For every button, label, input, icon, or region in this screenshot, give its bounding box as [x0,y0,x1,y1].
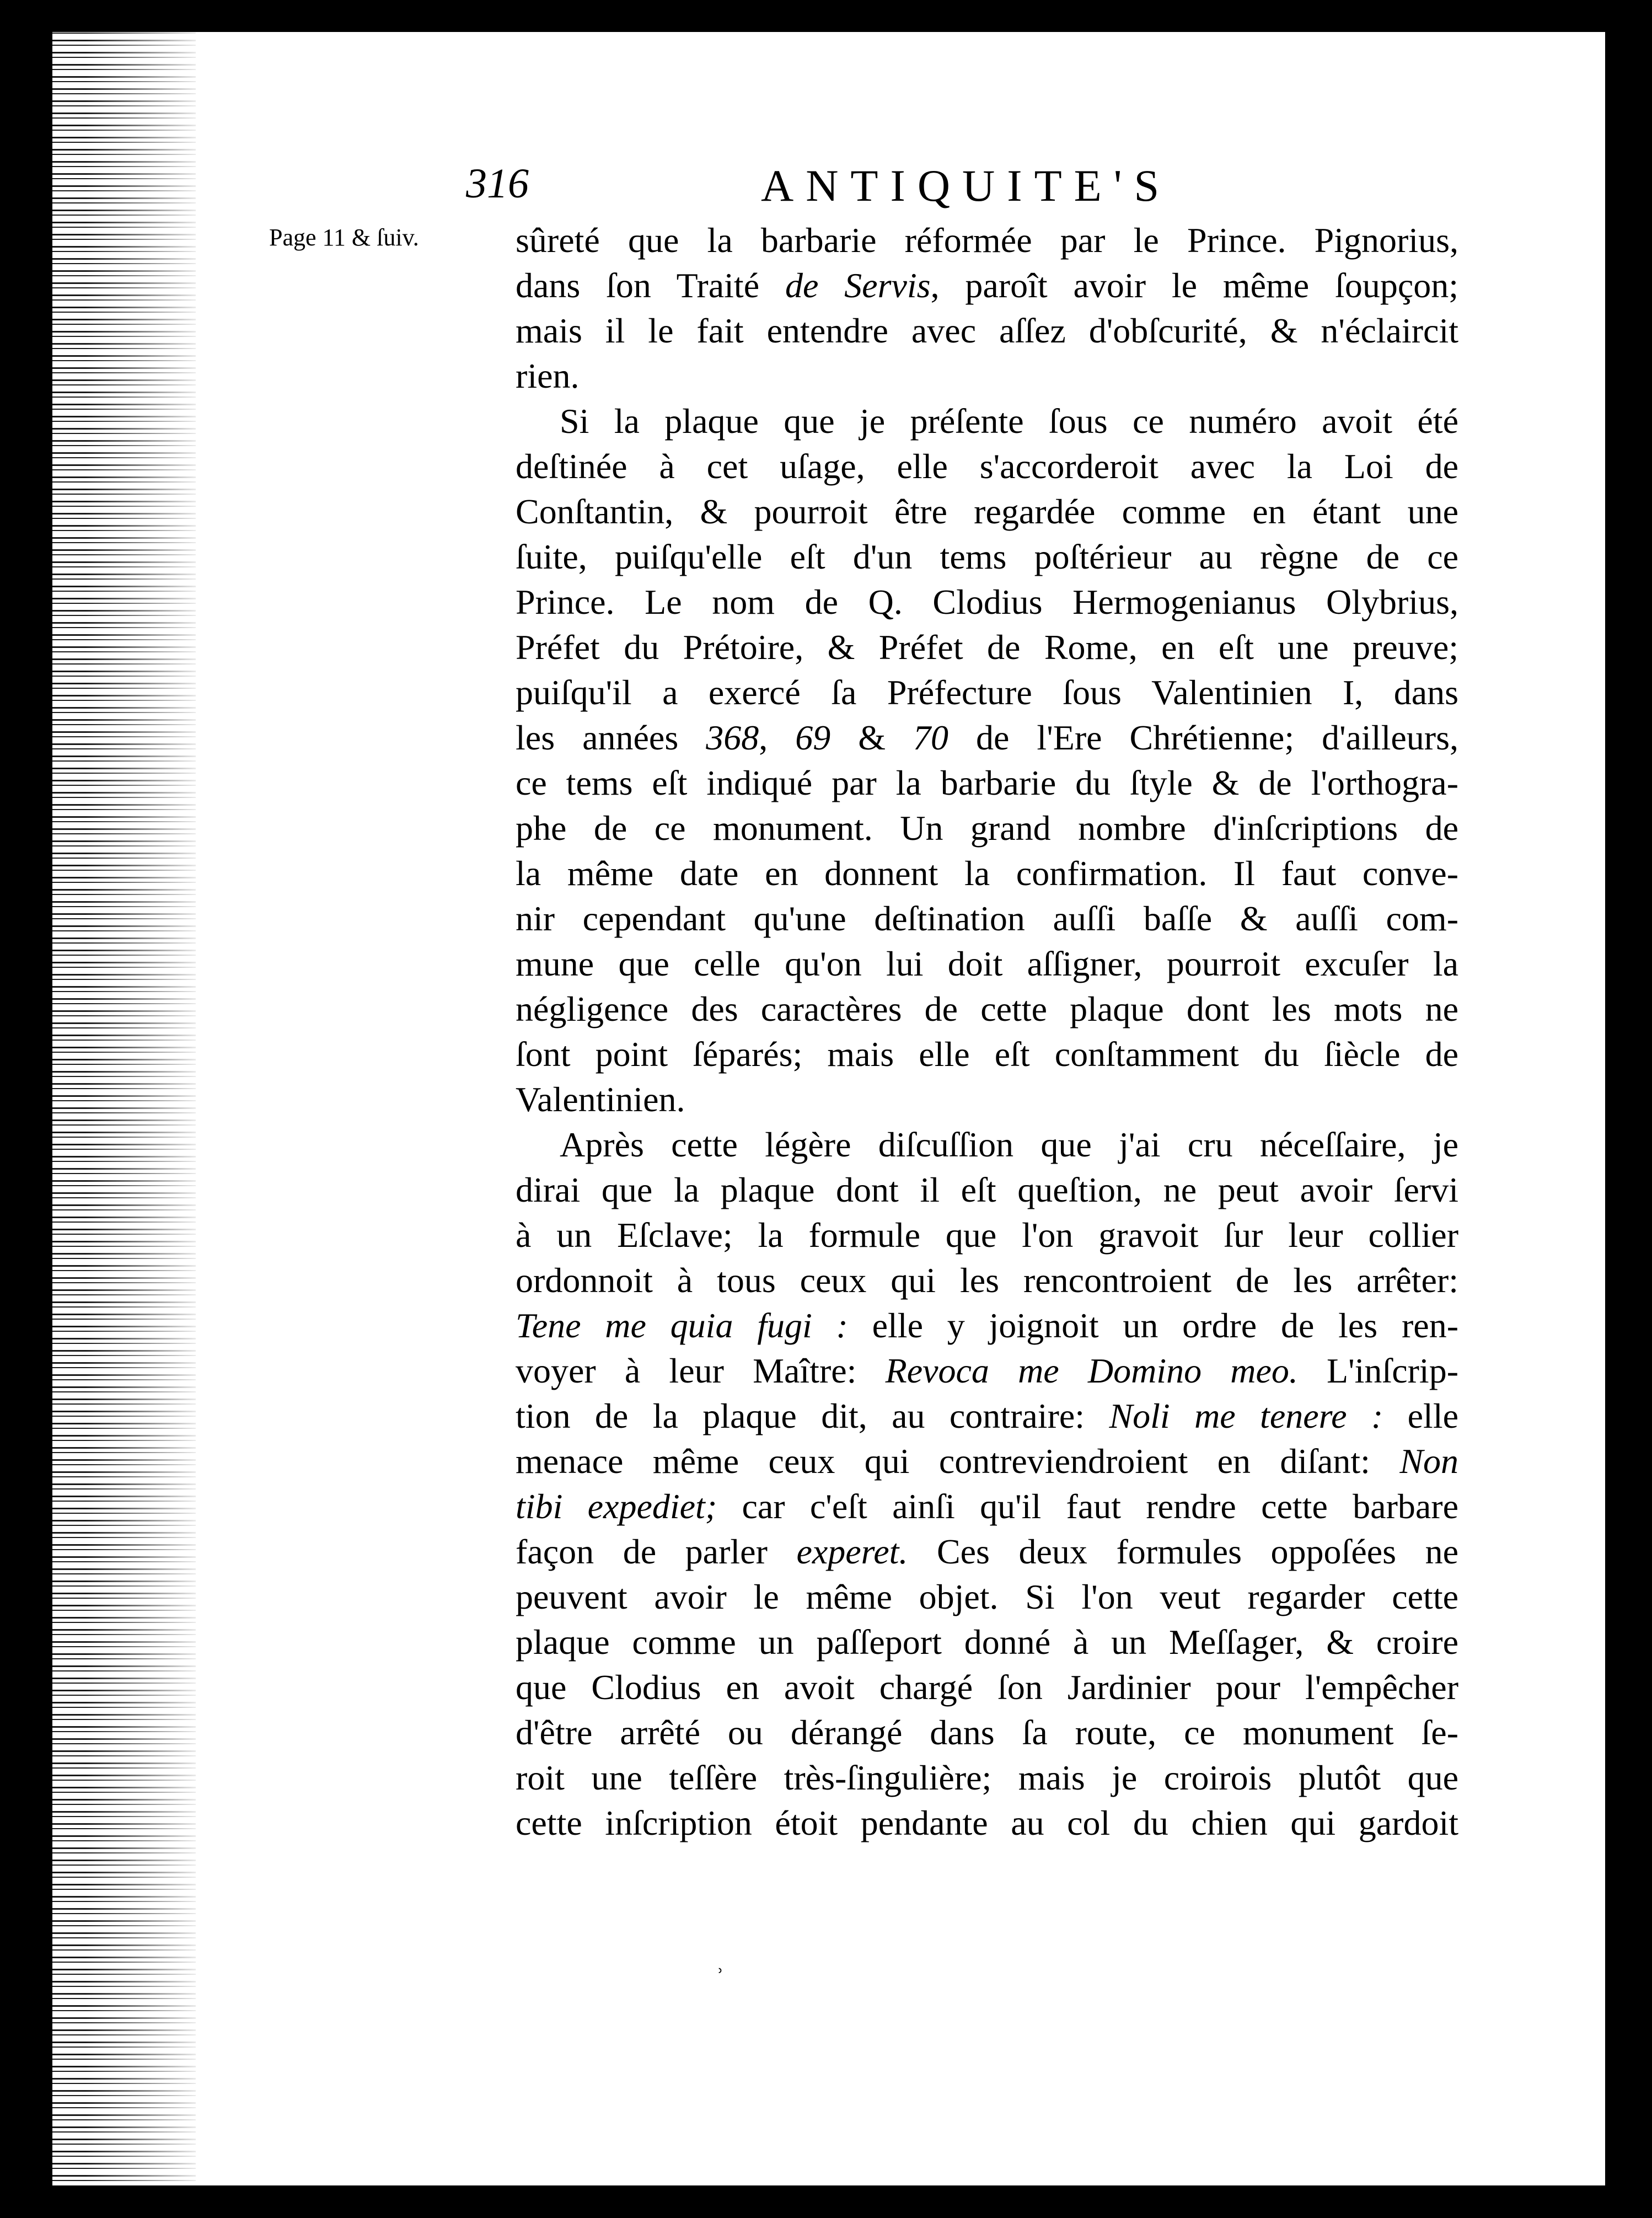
text-line: rien. [516,356,580,395]
page-number: 316 [466,160,529,207]
text-line: cette inſcription étoit pendante au col du chien qui gardoit [516,1803,1458,1842]
running-head: ANTIQUITE'S [761,160,1172,211]
text-line: Prince. Le nom de Q. Clodius Hermogenianus Olybrius, [516,582,1458,622]
body-text [516,218,1458,1846]
text-line: tibi expediet; car c'eſt ainſi qu'il faut rendre cette barbare [516,1487,1459,1526]
text-line: roit une teſſère très-ſingulière; mais je croirois plutôt que [516,1758,1458,1797]
text-line: Si la plaque que je préſente ſous ce numéro avoit été [560,401,1458,441]
text-line: peuvent avoir le même objet. Si l'on veut regarder cette [516,1577,1458,1616]
text-line: dans ſon Traité de Servis, paroît avoir le même ſoupçon; [516,266,1459,305]
text-line: Valentinien. [516,1080,685,1119]
bottom-border [52,2185,1613,2192]
text-line: ſont point ſéparés; mais elle eſt conſtamment du ſiècle de [516,1035,1458,1074]
binding-fade [85,28,207,2192]
text-line: plaque comme un paſſeport donné à un Meſſager, & croire [516,1622,1458,1662]
text-line: voyer à leur Maître: Revoca me Domino meo. L'inſcrip- [516,1351,1459,1390]
text-line: mune que celle qu'on lui doit aſſigner, pourroit excuſer la [516,944,1458,983]
text-line: ce tems eſt indiqué par la barbarie du ſtyle & de l'orthogra- [516,763,1458,802]
text-line: tion de la plaque dit, au contraire: Noli me tenere : elle [516,1396,1459,1435]
text-line: nir cependant qu'une deſtination auſſi baſſe & auſſi com- [516,899,1458,938]
text-line: mais il le fait entendre avec aſſez d'obſcurité, & n'éclaircit [516,311,1458,350]
text-line: dirai que la plaque dont il eſt queſtion, ne peut avoir ſervi [516,1170,1458,1209]
margin-note: Page 11 & ſuiv. [269,224,419,251]
stray-ink-mark: ʾ [716,1964,725,1993]
text-line: à un Eſclave; la formule que l'on gravoit ſur leur collier [516,1215,1458,1255]
text-line: Après cette légère diſcuſſion que j'ai cru néceſſaire, je [560,1125,1458,1164]
text-line: ordonnoit à tous ceux qui les rencontroient de les arrêter: [516,1261,1458,1300]
text-line: phe de ce monument. Un grand nombre d'inſcriptions de [516,808,1458,848]
text-line: négligence des caractères de cette plaque dont les mots ne [516,989,1458,1028]
text-line: ſuite, puiſqu'elle eſt d'un tems poſtérieur au règne de ce [516,537,1458,576]
top-border [52,28,1613,32]
text-line: façon de parler experet. Ces deux formules oppoſées ne [516,1532,1458,1571]
text-line: puiſqu'il a exercé ſa Préfecture ſous Valentinien I, dans [516,673,1458,712]
right-border [1605,28,1613,2192]
text-line: deſtinée à cet uſage, elle s'accorderoit avec la Loi de [516,447,1458,486]
text-line: d'être arrêté ou dérangé dans ſa route, ce monument ſe- [516,1713,1458,1752]
text-line: Tene me quia fugi : elle y joignoit un ordre de les ren- [516,1306,1459,1345]
text-line: Préfet du Prétoire, & Préfet de Rome, en eſt une preuve; [516,628,1458,667]
text-line: que Clodius en avoit chargé ſon Jardinier pour l'empêcher [516,1668,1458,1707]
text-line: les années 368, 69 & 70 de l'Ere Chrétienne; d'ailleurs, [516,718,1458,757]
text-line: la même date en donnent la confirmation. Il faut conve- [516,854,1458,893]
text-line: sûreté que la barbarie réformée par le Prince. Pignorius, [516,221,1458,260]
text-line: menace même ceux qui contreviendroient en diſant: Non [516,1442,1458,1481]
text-line: Conſtantin, & pourroit être regardée comme en étant une [516,492,1458,531]
